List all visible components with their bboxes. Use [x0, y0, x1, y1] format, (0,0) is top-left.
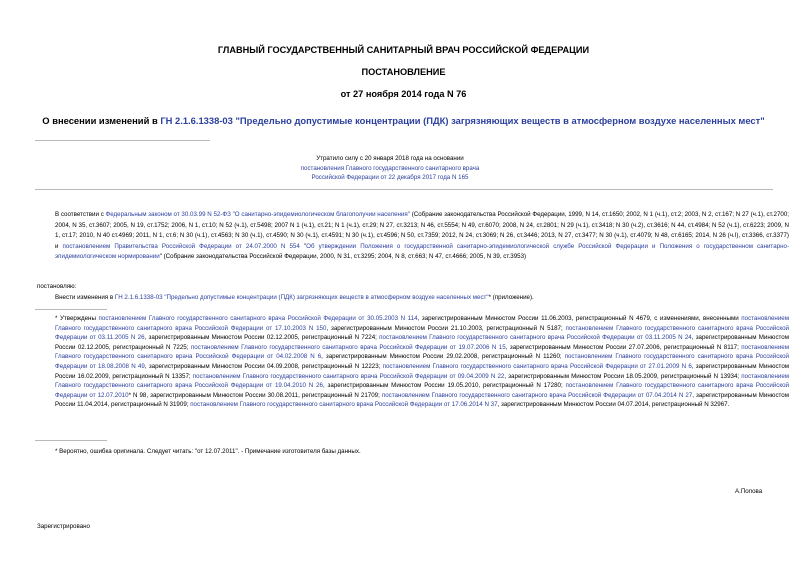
federal-law-link[interactable]: Федеральным законом от 30.03.99 N 52-ФЗ "О санитарно-эпидемиологическом благополучии населения" — [105, 211, 410, 218]
footnote-separator-2 — [35, 440, 107, 441]
footnote-link[interactable]: постановлением Главного государственного санитарного врача Российской Федерации от 19.07.2006 N 15 — [190, 343, 506, 351]
status-note-text: Утратило силу с 20 января 2018 года на основании — [316, 155, 464, 162]
separator-full — [35, 189, 773, 190]
authority-heading: ГЛАВНЫЙ ГОСУДАРСТВЕННЫЙ САНИТАРНЫЙ ВРАЧ РОССИЙСКОЙ ФЕДЕРАЦИИ — [217, 45, 590, 55]
footnote-separator-1 — [35, 309, 107, 310]
resolve-paragraph: Внести изменения в ГН 2.1.6.1338-03 "Предельно допустимые концентрации (ПДК) загрязняющих веществ в атмосферном воздухе населенных мест"* (приложение). — [55, 294, 534, 301]
footnote-link[interactable]: постановлением Главного государственного санитарного врача Российской Федерации от 30.05.2003 N 114 — [98, 315, 418, 322]
document-date-number: от 27 ноября 2014 года N 76 — [340, 89, 467, 99]
status-note-link-2[interactable]: Российской Федерации от 22 декабря 2017 года N 165 — [311, 174, 469, 181]
footnote-link[interactable]: постановлением Главного государственного санитарного врача Российской Федерации от 12.07.2010 — [55, 382, 789, 399]
registered-label: Зарегистрировано — [37, 523, 90, 530]
gn-link[interactable]: ГН 2.1.6.1338-03 "Предельно допустимые концентрации (ПДК) загрязняющих веществ в атмосферном воздухе населенных мест" — [114, 294, 489, 301]
footnote-link[interactable]: постановлением Главного государственного санитарного врача Российской Федерации от 19.04.2010 N 26 — [55, 372, 790, 390]
footnote-link[interactable]: постановлением Главного государственного санитарного врача Российской Федерации от 09.04.2009 N 22 — [192, 372, 505, 380]
government-decree-link[interactable]: постановлением Правительства Российской Федерации от 24.07.2000 N 554 — [62, 242, 300, 250]
status-note-link-1[interactable]: постановления Главного государственного санитарного врача — [300, 164, 480, 172]
footnote-link[interactable]: постановлением Главного государственного санитарного врача Российской Федерации от 03.11.2005 N 26 — [55, 324, 789, 342]
footnote-link[interactable]: постановлением Главного государственного санитарного врача Российской Федерации от 17.06.2014 N 37 — [190, 401, 498, 409]
title-prefix: О внесении изменений в — [42, 115, 161, 126]
title-link[interactable]: ГН 2.1.6.1338-03 "Предельно допустимые концентрации (ПДК) загрязняющих веществ в атмосферном воздухе населенных мест" — [160, 115, 765, 126]
footnote-link[interactable]: постановлением Главного государственного санитарного врача Российской Федерации от 27.01.2009 N 6 — [382, 362, 692, 370]
regulation-link[interactable]: Об утверждении Положения о государственной санитарно-эпидемиологической службе Российской Федерации и Положения о государственном санитарно-эпидемиологическом нормировании — [55, 242, 790, 261]
resolve-word: постановляю: — [37, 283, 77, 290]
footnote-link[interactable]: постановлением Главного государственного санитарного врача Российской Федерации от 17.10.2003 N 150 — [55, 315, 789, 332]
document-type: ПОСТАНОВЛЕНИЕ — [361, 67, 446, 77]
document-title — [10, 115, 797, 126]
footnote-2: * Вероятно, ошибка оригинала. Следует читать: "от 12.07.2011". - Примечание изготовителя базы данных. — [55, 448, 361, 455]
preamble-paragraph: В соответствии с Федеральным законом от 30.03.99 N 52-ФЗ "О санитарно-эпидемиологическом благополучии населения" (Собрание законодательства Российской Федерации, 1999, N 14, ст.1650; 2002, N 1 (ч.1), ст.2; 2003, N 2, ст.167; N 27 (ч.1), ст.2700; 2004, N 35, ст.3607; 2005, N 19, ст.1752; 2006, N 1, ст.10; N 52 (ч.1), ст.5498; 2007 N 1 (ч.1), ст.21; N 1 (ч.1), ст.29; N 27, ст.3213; N 46, ст.5554; N 49, ст.6070; 2008, N 24, ст.2801; N 29 (ч.1), ст.3418; N 30 (ч.2), ст.3616; N 44, ст.4984; N 52 (ч.1), ст.6223; 2009, N 1, ст.17; 2010, N 40 ст.4969; 2011, N 1, ст.6; N 30 (ч.1), ст.4563; N 30 (ч.1), ст.4590; N 30 (ч.1), ст.4591; N 30 (ч.1), ст.4596; N 50, ст.7359; 2012, N 24, ст.3069; N 26, ст.3446; 2013, N 27, ст.3477; N 30 (ч.1), ст.4079; N 48, ст.6165; 2014, N 26 (ч.I), ст.3366, ст.3377) и постановлением Правительства Российской Федерации от 24.07.2000 N 554 "Об утверждении Положения о государственной санитарно-эпидемиологической службе Российской Федерации и Положения о государственном санитарно-эпидемиологическом нормировании" (Собрание законодательства Российской Федерации, 2000, N 31, ст.3295; 2004, N 8, ст.663; N 47, ст.4666; 2005, N 39, ст.3953) — [55, 211, 790, 261]
signature: А.Попова — [735, 488, 763, 495]
footnote-link[interactable]: постановлением Главного государственного санитарного врача Российской Федерации от 07.04.2014 N 27 — [381, 391, 693, 399]
footnote-1: * Утверждены постановлением Главного государственного санитарного врача Российской Федерации от 30.05.2003 N 114, зарегистрированным Минюстом России 11.06.2003, регистрационный N 4679, с изменениями, внесенными постановлением Главного государственного санитарного врача Российской Федерации от 17.10.2003 N 150, зарегистрированным Минюстом России 21.10.2003, регистрационный N 5187; постановлением Главного государственного санитарного врача Российской Федерации от 03.11.2005 N 26, зарегистрированным Минюстом России 02.12.2005, регистрационный N 7224; постановлением Главного государственного санитарного врача Российской Федерации от 03.11.2005 N 24, зарегистрированным Минюстом России 02.12.2005, регистрационный N 7225; постановлением Главного государственного санитарного врача Российской Федерации от 19.07.2006 N 15, зарегистрированным Минюстом России 27.07.2006, регистрационный N 8117; постановлением Главного государственного санитарного врача Российской Федерации от 04.02.2008 N 6, зарегистрированным Минюстом России 29.02.2008, регистрационный N 11260; постановлением Главного государственного санитарного врача Российской Федерации от 18.08.2008 N 49, зарегистрированным Минюстом России 04.09.2008, регистрационный N 12223; постановлением Главного государственного санитарного врача Российской Федерации от 27.01.2009 N 6, зарегистрированным Минюстом России 16.02.2009, регистрационный N 13357; постановлением Главного государственного санитарного врача Российской Федерации от 09.04.2009 N 22, зарегистрированным Минюстом России 18.05.2009, регистрационный N 13934; постановлением Главного государственного санитарного врача Российской Федерации от 19.04.2010 N 26, зарегистрированным Минюстом России 19.05.2010, регистрационный N 17280; постановлением Главного государственного санитарного врача Российской Федерации от 12.07.2010* N 98, зарегистрированным Минюстом России 30.08.2011, регистрационный N 21709; постановлением Главного государственного санитарного врача Российской Федерации от 07.04.2014 N 27, зарегистрированным Минюстом России 11.04.2014, регистрационный N 31909; постановлением Главного государственного санитарного врача Российской Федерации от 17.06.2014 N 37, зарегистрированным Минюстом России 04.07.2014, регистрационный N 32967. — [55, 315, 790, 409]
status-note — [290, 154, 490, 183]
footnote-link[interactable]: постановлением Главного государственного санитарного врача Российской Федерации от 04.02.2008 N 6 — [55, 343, 789, 361]
footnote-link[interactable]: постановлением Главного государственного санитарного врача Российской Федерации от 18.08.2008 N 49 — [55, 353, 789, 370]
separator-short — [35, 140, 210, 141]
footnote-link[interactable]: постановлением Главного государственного санитарного врача Российской Федерации от 03.11.2005 N 24 — [379, 334, 692, 342]
